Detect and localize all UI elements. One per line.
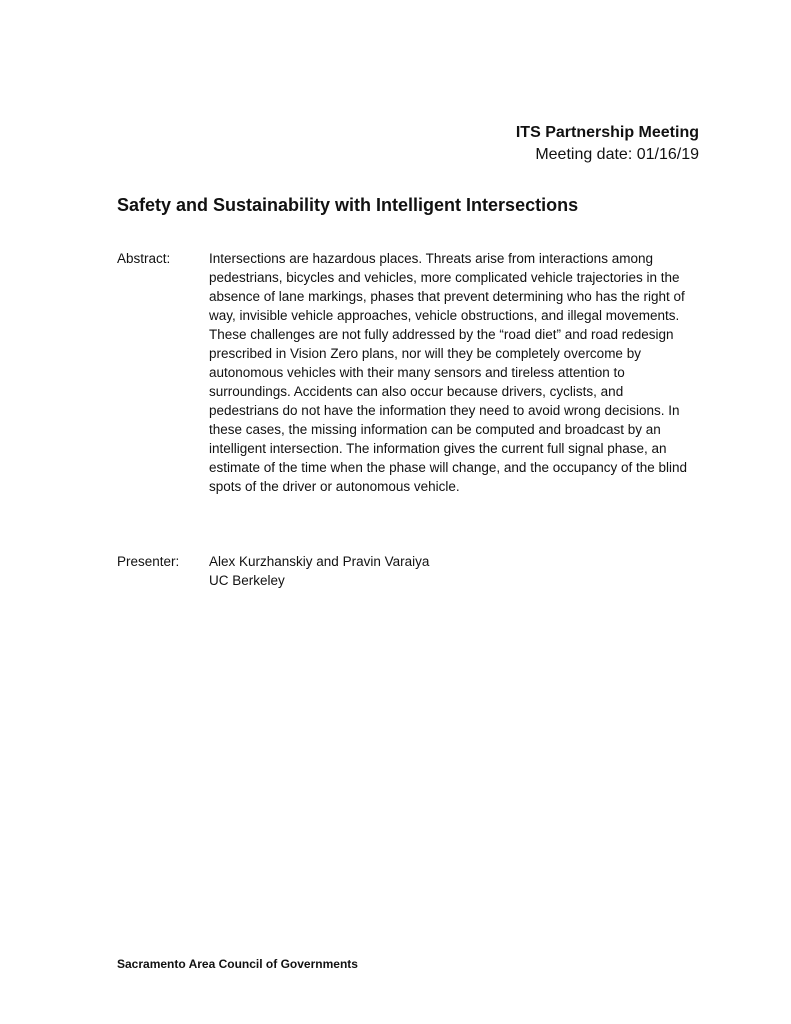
presenter-label: Presenter: (117, 554, 180, 569)
meeting-header (516, 122, 699, 166)
presenter-organization: UC Berkeley (209, 573, 285, 588)
document-title: Safety and Sustainability with Intelligent Intersections (117, 195, 579, 215)
presenter-names: Alex Kurzhanskiy and Pravin Varaiya (209, 554, 430, 569)
meeting-date: Meeting date: 01/16/19 (535, 146, 699, 163)
meeting-name: ITS Partnership Meeting (515, 124, 699, 141)
abstract-text: Intersections are hazardous places. Threats arise from interactions among pedestrians, bicycles and vehicles, more complicated vehicle trajectories in the absence of lane markings, phases that prevent determining who has the right of way, invisible vehicle approaches, vehicle obstructions, and illegal movements. These challenges are not fully addressed by the “road diet” and road redesign prescribed in Vision Zero plans, nor will they be completely overcome by autonomous vehicles with their many sensors and tireless attention to surroundings. Accidents can also occur because drivers, cyclists, and pedestrians do not have the information they need to avoid wrong decisions. In these cases, the missing information can be computed and broadcast by an intelligent intersection. The information gives the current full signal phase, an estimate of the time when the phase will change, and the occupancy of the blind spots of the driver or autonomous vehicle. (209, 251, 688, 494)
footer-organization: Sacramento Area Council of Governments (117, 957, 358, 971)
abstract-label: Abstract: (117, 251, 171, 266)
